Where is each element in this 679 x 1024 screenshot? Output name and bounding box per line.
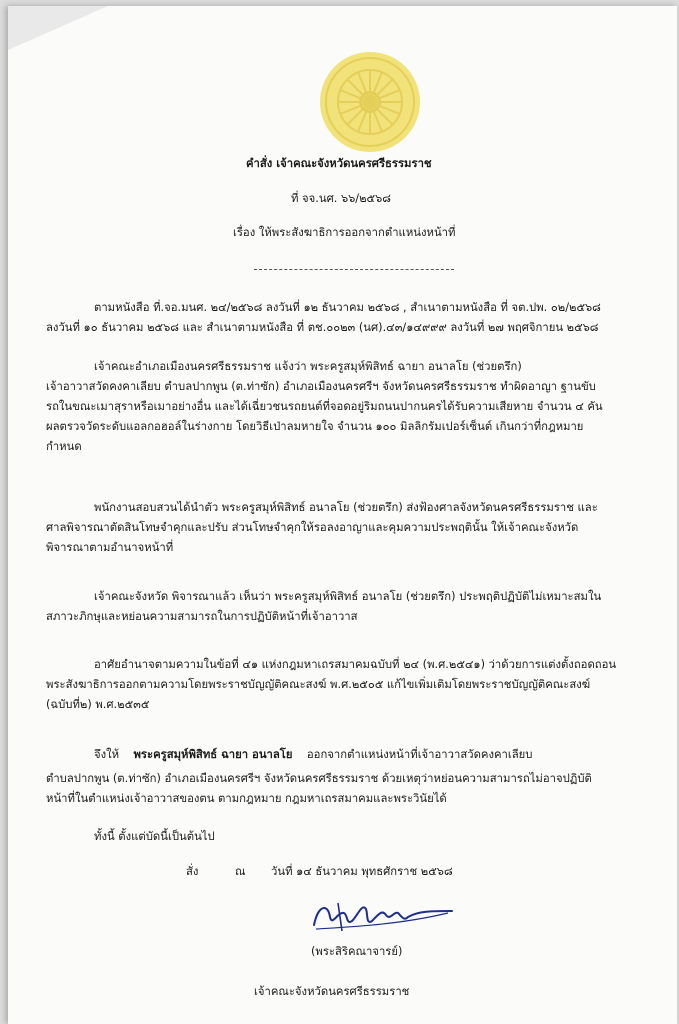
order-line: [94, 747, 532, 762]
order-line: ตำบลปากพูน (ต.ท่าซัก) อำเภอเมืองนครศรีฯ จังหวัดนครศรีธรรมราช ด้วยเหตุว่าหย่อนความสามารถไม่อาจปฏิบัติ: [46, 772, 592, 785]
para2-line: รถในขณะเมาสุราหรือเมาอย่างอื่น และได้เฉี่ยวชนรถยนต์ที่จอดอยู่ริมถนนปากนครได้รับความเสียหาย จำนวน ๔ คัน: [46, 400, 603, 413]
signer-name: (พระสิริคณาจารย์): [311, 945, 403, 958]
order-rest: ออกจากตำแหน่งหน้าที่เจ้าอาวาสวัดคงคาเลียบ: [306, 748, 533, 761]
para2-line: ผลตรวจวัดระดับแอลกอฮอล์ในร่างกาย โดยวิธีเป่าลมหายใจ จำนวน ๑๐๐ มิลลิกรัมเปอร์เซ็นต์ เกินกว่าที่กฎหมาย: [46, 420, 584, 433]
order-line: หน้าที่ในตำแหน่งเจ้าอาวาสของตน ตามกฎหมาย กฎมหาเถรสมาคมและพระวินัยได้: [46, 792, 447, 805]
para3-line: ศาลพิจารณาตัดสินโทษจำคุกและปรับ ส่วนโทษจำคุกให้รอลงอาญาและคุมความประพฤตินั้น ให้เจ้าคณะจังหวัด: [46, 521, 579, 534]
divider: [254, 269, 454, 270]
order-title: คำสั่ง เจ้าคณะจังหวัดนครศรีธรรมราช: [246, 157, 432, 170]
para4-line: สภาวะภิกษุและหย่อนความสามารถในการปฏิบัติหน้าที่เจ้าอาวาส: [46, 610, 358, 623]
date-order-word: สั่ง: [186, 865, 199, 878]
effective-line: ทั้งนี้ ตั้งแต่บัดนี้เป็นต้นไป: [94, 830, 215, 843]
para2-line: เจ้าคณะอำเภอเมืองนครศรีธรรมราช แจ้งว่า พระครูสมุห์พิสิทธ์ ฉายา อนาลโย (ช่วยตรึก): [94, 360, 522, 373]
reference-number: ที่ จจ.นศ. ๖๖/๒๕๖๘: [291, 192, 391, 205]
para5-line: (ฉบับที่๒) พ.ศ.๒๕๓๕: [46, 698, 150, 711]
para3-line: พิจารณาตามอำนาจหน้าที่: [46, 541, 174, 554]
para5-line: อาศัยอำนาจตามความในข้อที่ ๔๑ แห่งกฎมหาเถรสมาคมฉบับที่ ๒๔ (พ.ศ.๒๕๔๑) ว่าด้วยการแต่งตั้งถอดถอน: [94, 658, 617, 671]
para5-line: พระสังฆาธิการออกตามความโดยพระราชบัญญัติคณะสงฆ์ พ.ศ.๒๕๐๕ แก้ไขเพิ่มเติมโดยพระราชบัญญัติคณะสงฆ์: [46, 678, 591, 691]
dharma-wheel-seal-icon: [318, 50, 422, 154]
para1-line: ตามหนังสือ ที่.จอ.มนศ. ๒๔/๒๕๖๘ ลงวันที่ ๑๒ ธันวาคม ๒๕๖๘ , สำเนาตามหนังสือ ที่ จต.ปพ. ๐๒/๒๕๖๘: [94, 301, 601, 314]
date-value: วันที่ ๑๔ ธันวาคม พุทธศักราช ๒๕๖๘: [271, 865, 453, 878]
folded-corner: [8, 6, 108, 50]
para1-line: ลงวันที่ ๑๐ ธันวาคม ๒๕๖๘ และ สำเนาตามหนังสือ ที่ ตช.๐๐๒๓ (นศ).๔๓/๑๔๙๙๙ ลงวันที่ ๒๗ พฤศจิกายน ๒๕๖๘: [46, 321, 599, 334]
para3-line: พนักงานสอบสวนได้นำตัว พระครูสมุห์พิสิทธ์ อนาลโย (ช่วยตรึก) ส่งฟ้องศาลจังหวัดนครศรีธรรมราช และ: [94, 501, 598, 514]
document-page: [8, 6, 677, 1024]
para4-line: เจ้าคณะจังหวัด พิจารณาแล้ว เห็นว่า พระครูสมุห์พิสิทธ์ อนาลโย (ช่วยตรึก) ประพฤติปฏิบัติไม่เหมาะสมใน: [94, 590, 602, 603]
para2-line: กำหนด: [46, 440, 82, 453]
signer-title: เจ้าคณะจังหวัดนครศรีธรรมราช: [254, 985, 410, 998]
subject-line: เรื่อง ให้พระสังฆาธิการออกจากตำแหน่งหน้าที่: [233, 226, 456, 239]
handwritten-signature: [308, 891, 456, 939]
para2-line: เจ้าอาวาสวัดคงคาเลียบ ตำบลปากพูน (ต.ท่าซัก) อำเภอเมืองนครศรีฯ จังหวัดนครศรีธรรมราช ทำผิดอาญา ฐานขับ: [46, 380, 596, 393]
order-lead: จึงให้: [94, 748, 120, 761]
monk-name: พระครูสมุห์พิสิทธ์ ฉายา อนาลโย: [133, 748, 293, 761]
date-at-word: ณ: [235, 865, 246, 878]
